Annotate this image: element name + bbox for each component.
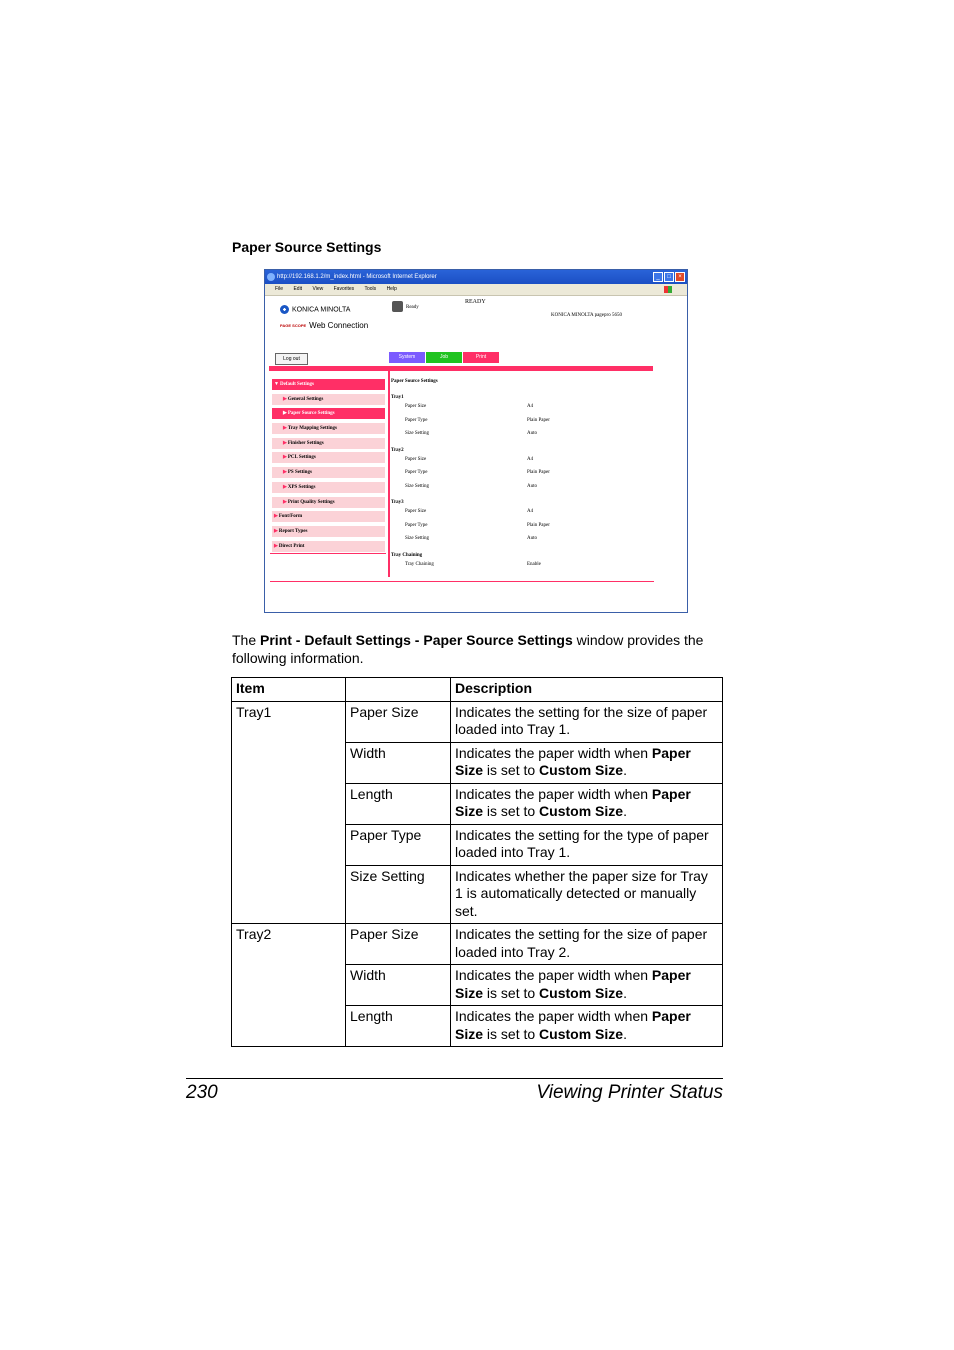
setting-row [391, 470, 681, 484]
sub-item-cell: Paper Size [346, 924, 451, 965]
setting-row [391, 484, 681, 498]
triangle-right-icon: ▶ [283, 440, 287, 446]
minimize-icon[interactable]: _ [653, 272, 663, 282]
setting-value: A4 [527, 404, 534, 409]
triangle-right-icon: ▶ [283, 499, 287, 505]
setting-value: Auto [527, 536, 537, 541]
ie-icon [267, 273, 275, 281]
description-cell: Indicates the paper width when Paper Size is set to Custom Size. [451, 965, 723, 1006]
sub-item-cell: Paper Size [346, 701, 451, 742]
settings-group-title: Tray1 [391, 395, 404, 400]
nav-item[interactable]: ▼Default Settings [272, 379, 385, 390]
setting-row [391, 404, 681, 418]
setting-label: Paper Size [405, 456, 427, 462]
item-cell: Tray1 [232, 701, 346, 924]
description-cell: Indicates the paper width when Paper Size is set to Custom Size. [451, 783, 723, 824]
setting-value: Enable [527, 561, 541, 567]
nav-item[interactable]: ▶Finisher Settings [272, 438, 385, 449]
printer-icon [392, 301, 403, 312]
header-divider [269, 366, 653, 371]
intro-paragraph: The Print - Default Settings - Paper Source Settings window provides the following information. [232, 632, 704, 666]
triangle-right-icon: ▶ [274, 543, 278, 549]
sub-item-cell: Length [346, 783, 451, 824]
browser-title: http://192.168.1.2/m_index.html - Microsoft Internet Explorer [277, 274, 437, 280]
logout-button[interactable]: Log out [275, 353, 308, 365]
triangle-right-icon: ▶ [283, 484, 287, 490]
nav-item[interactable]: ▶PS Settings [272, 467, 385, 478]
description-cell: Indicates the paper width when Paper Size is set to Custom Size. [451, 742, 723, 783]
header-item: Item [232, 678, 346, 702]
triangle-right-icon: ▶ [274, 514, 278, 520]
description-cell: Indicates whether the paper size for Tray 1 is automatically detected or manually set. [451, 865, 723, 924]
tab-system[interactable]: System [389, 352, 425, 363]
content-title: Paper Source Settings [391, 379, 438, 384]
content-bottom-divider [270, 581, 654, 582]
setting-row [391, 431, 681, 445]
konica-logo-icon [280, 305, 289, 314]
setting-row [391, 523, 681, 537]
tab-print[interactable]: Print [463, 352, 499, 363]
brand-web-connection: PAGE SCOPE Web Connection [280, 321, 369, 330]
menu-edit[interactable]: Edit [293, 286, 303, 292]
nav-item[interactable]: ▶General Settings [272, 394, 385, 405]
browser-title-bar [265, 270, 687, 284]
setting-row [391, 536, 681, 550]
nav-item[interactable]: ▶Report Types [272, 526, 385, 537]
intro-bold-path: Print - Default Settings - Paper Source Settings [260, 632, 573, 648]
description-cell: Indicates the setting for the type of paper loaded into Tray 1. [451, 824, 723, 865]
setting-label: Size Setting [405, 431, 430, 436]
sub-item-cell: Paper Type [346, 824, 451, 865]
description-cell: Indicates the setting for the size of paper loaded into Tray 1. [451, 701, 723, 742]
setting-value: Auto [527, 431, 537, 436]
settings-group-title: Tray Chaining [391, 552, 423, 558]
printer-model: KONICA MINOLTA pagepro 5650 [551, 313, 622, 318]
triangle-down-icon: ▼ [274, 382, 279, 387]
settings-group-title: Tray3 [391, 500, 404, 505]
setting-row [391, 418, 681, 432]
brand-konica: KONICA MINOLTA [280, 305, 350, 314]
windows-flag-icon [664, 286, 672, 293]
setting-value: A4 [527, 456, 534, 462]
setting-value: Plain Paper [527, 470, 550, 475]
setting-value: Plain Paper [527, 417, 550, 423]
table-row [232, 701, 723, 742]
setting-row [391, 509, 681, 523]
footer-title: Viewing Printer Status [536, 1082, 723, 1103]
setting-row [391, 562, 681, 576]
sub-item-cell: Width [346, 742, 451, 783]
table-header-row [232, 678, 723, 702]
status-ready-small: Ready [406, 305, 419, 310]
description-cell: Indicates the setting for the size of paper loaded into Tray 2. [451, 924, 723, 965]
menu-tools[interactable]: Tools [364, 286, 377, 292]
window-controls [653, 272, 685, 282]
description-cell: Indicates the paper width when Paper Size is set to Custom Size. [451, 1006, 723, 1047]
setting-label: Paper Type [405, 470, 428, 475]
nav-item[interactable]: ▶Paper Source Settings [272, 408, 385, 419]
menu-view[interactable]: View [312, 286, 324, 292]
nav-item[interactable]: ▶XPS Settings [272, 482, 385, 493]
web-page [265, 295, 687, 612]
description-table [231, 677, 723, 1047]
settings-group-title: Tray2 [391, 447, 404, 453]
setting-label: Paper Type [405, 417, 428, 423]
settings-content [391, 379, 681, 575]
item-cell: Tray2 [232, 924, 346, 1047]
footer-rule [186, 1078, 723, 1079]
nav-item[interactable]: ▶Print Quality Settings [272, 497, 385, 508]
triangle-right-icon: ▶ [283, 455, 287, 461]
triangle-right-icon: ▶ [283, 470, 287, 476]
side-nav [272, 379, 385, 555]
main-tabs [389, 352, 499, 363]
setting-value: Plain Paper [527, 522, 550, 528]
pagescope-logo-icon: PAGE SCOPE [280, 322, 307, 328]
setting-value: Auto [527, 483, 537, 489]
setting-label: Paper Type [405, 522, 428, 528]
nav-item[interactable]: ▶Tray Mapping Settings [272, 423, 385, 434]
sub-item-cell: Length [346, 1006, 451, 1047]
triangle-right-icon: ▶ [274, 528, 278, 534]
status-text: READY [465, 299, 486, 305]
triangle-right-icon: ▶ [283, 396, 287, 402]
header-description: Description [451, 678, 723, 702]
triangle-right-icon: ▶ [283, 411, 287, 417]
sub-item-cell: Width [346, 965, 451, 1006]
setting-label: Paper Size [405, 509, 427, 514]
setting-label: Size Setting [405, 536, 430, 541]
table-body [232, 701, 723, 1047]
menu-help[interactable]: Help [386, 286, 397, 292]
setting-value: A4 [527, 509, 534, 514]
header-sub [346, 678, 451, 702]
triangle-right-icon: ▶ [283, 426, 287, 432]
nav-item[interactable]: ▶PCL Settings [272, 452, 385, 463]
browser-window-screenshot [264, 269, 688, 613]
setting-row [391, 457, 681, 471]
setting-label: Size Setting [405, 483, 430, 489]
close-icon[interactable]: × [675, 272, 685, 282]
setting-label: Paper Size [405, 404, 427, 409]
table-row [232, 924, 723, 965]
menu-favorites[interactable]: Favorites [333, 286, 355, 292]
nav-item[interactable]: ▶Font/Form [272, 511, 385, 522]
setting-label: Tray Chaining [405, 561, 434, 567]
vertical-divider [388, 371, 390, 577]
menu-file[interactable]: File [275, 286, 284, 292]
maximize-icon[interactable]: □ [664, 272, 674, 282]
tab-job[interactable]: Job [426, 352, 462, 363]
page-number: 230 [186, 1082, 218, 1103]
sub-item-cell: Size Setting [346, 865, 451, 924]
section-heading: Paper Source Settings [232, 239, 382, 255]
nav-item[interactable]: ▶Direct Print [272, 541, 385, 552]
